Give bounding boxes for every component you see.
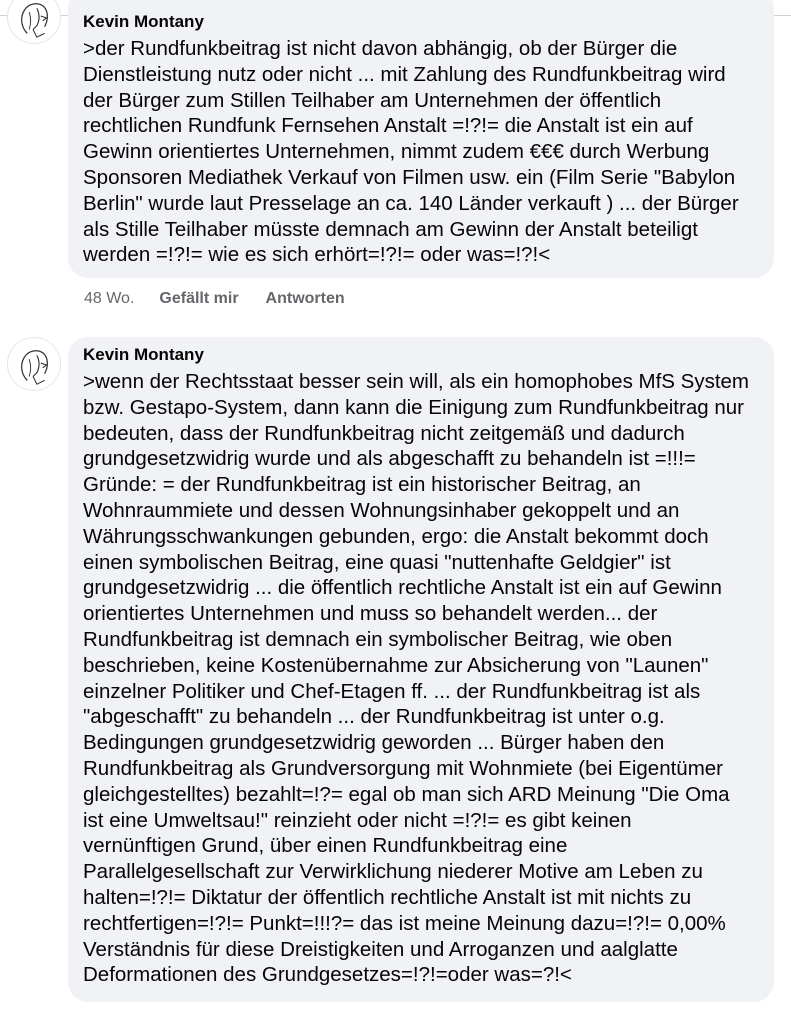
comment-text: >der Rundfunkbeitrag ist nicht davon abhängig, ob der Bürger die Dienstleistung nutz oder nicht ... mit Zahlung des Rundfunkbeitrag wird der Bürger zum Stillen Teilhaber am Unternehmen der öffentlich rechtlichen Rundfunk Fernsehen Anstalt =!?!= die Anstalt ist ein auf Gewinn orientiertes Unternehmen, nimmt zudem €€€ durch Werbung Sponsoren Mediathek Verkauf von Filmen usw. ein (Film Serie "Babylon Berlin" wurde laut Presselage an ca. 140 Länder verkauft ) ... der Bürger als Stille Teilhaber müsste demnach am Gewinn der Anstalt beteiligt werden =!?!= wie es sich erhört=!?!= oder was=!?!< — [83, 37, 739, 267]
avatar[interactable] — [7, 337, 61, 391]
comment-timestamp[interactable]: 48 Wo. — [84, 290, 135, 307]
comment-bubble — [68, 337, 774, 1002]
like-button[interactable]: Gefällt mir — [159, 290, 239, 307]
comment-author[interactable]: Kevin Montany — [83, 345, 204, 364]
comment-text: >wenn der Rechtsstaat besser sein will, als ein homophobes MfS System bzw. Gestapo-System, dann kann die Einigung zum Rundfunkbeitrag nur bedeuten, dass der Rundfunkbeitrag nicht zeitgemäß und dadurch grundgesetzwidrig wurde und als abgeschafft zu behandeln ist =!!!= Gründe: = der Rundfunkbeitrag ist ein historischer Beitrag, an Wohnraummiete und dessen Wohnungsinhaber gekoppelt und an Währungsschwankungen gebunden, ergo: die Anstalt bekommt doch einen symbolischen Beitrag, eine quasi "nuttenhafte Geldgier" ist grundgesetzwidrig ... die öffentlich rechtliche Anstalt ist ein auf Gewinn orientiertes Unternehmen und muss so behandelt werden... der Rundfunkbeitrag ist demnach ein symbolischer Beitrag, wie oben beschrieben, keine Kostenübernahme zur Absicherung von "Launen" einzelner Politiker und Chef-Etagen ff. ... der Rundfunkbeitrag ist als "abgeschafft" zu behandeln ... der Rundfunkbeitrag ist unter o.g. Bedingungen grundgesetzwidrig geworden ... Bürger haben den Rundfunkbeitrag als Grundversorgung mit Wohnmiete (bei Eigentümer gleichgestelltes) bezahlt=!?= egal ob man sich ARD Meinung "Die Oma ist eine Umweltsau!" reinzieht oder nicht =!?!= es gibt keinen vernünftigen Grund, über einen Rundfunkbeitrag eine Parallelgesellschaft zur Verwirklichung niederer Motive am Leben zu halten=!?!= Diktatur der öffentlich rechtliche Anstalt ist mit nichts zu rechtfertigen=!?!= Punkt=!!!?= das ist meine Meinung dazu=!?!= 0,00% Verständnis für diese Dreistigkeiten und Arroganzen und aalglatte Deformationen des Grundgesetzes=!?!=oder was=?!< — [83, 370, 749, 987]
comment-author[interactable]: Kevin Montany — [83, 12, 204, 31]
reply-button[interactable]: Antworten — [265, 290, 345, 307]
comment-bubble — [68, 0, 774, 278]
sketch-portrait-icon — [8, 0, 60, 43]
sketch-portrait-icon — [8, 338, 60, 390]
avatar[interactable] — [7, 0, 61, 44]
comment-actions — [84, 289, 345, 309]
